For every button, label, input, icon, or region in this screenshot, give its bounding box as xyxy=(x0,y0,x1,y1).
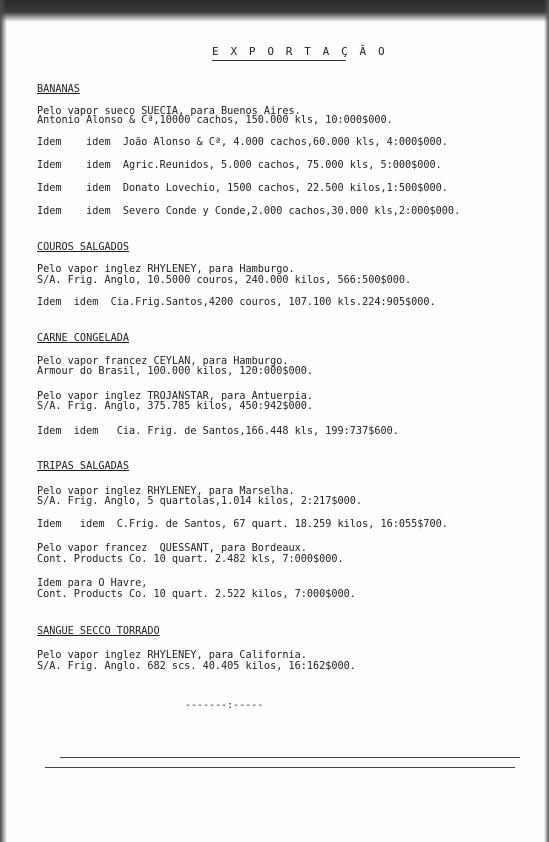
text-line: Pelo vapor inglez RHYLENEY, para Marselha. xyxy=(37,486,295,497)
text-line: Pelo vapor sueco SUECIA, para Buenos Aires. xyxy=(37,106,301,117)
scan-top-shadow xyxy=(0,0,549,22)
text-line: Pelo vapor inglez RHYLENEY, para California. xyxy=(37,650,307,661)
section-separator: -------:----- xyxy=(185,700,264,711)
section-heading-bananas: BANANAS xyxy=(37,84,80,95)
bottom-rule xyxy=(45,767,515,768)
text-line: S/A. Frig. Anglo, 5 quartolas,1.014 kilos, 2:217$000. xyxy=(37,496,363,507)
section-heading-carne: CARNE CONGELADA xyxy=(37,333,130,344)
text-line: S/A. Frig. Anglo, 10.5000 couros, 240.000 kilos, 566:500$000. xyxy=(37,275,412,286)
text-line: Pelo vapor inglez TROJANSTAR, para Antuerpia. xyxy=(37,391,314,402)
text-line: Idem idem Donato Lovechio, 1500 cachos, 22.500 kilos,1:500$000. xyxy=(37,183,448,194)
text-line: Cont. Products Co. 10 quart. 2.522 kilos, 7:000$000. xyxy=(37,589,356,600)
text-line: Pelo vapor francez CEYLAN, para Hamburgo. xyxy=(37,356,289,367)
document-title: E X P O R T A Ç Ã O xyxy=(212,45,388,58)
text-line: Pelo vapor francez QUESSANT, para Bordeaux. xyxy=(37,543,307,554)
text-line: Antonio Alonso & Cª,10000 cachos, 150.000 kls, 10:000$000. xyxy=(37,115,393,126)
text-line: Idem idem João Alonso & Cª, 4.000 cachos,60.000 kls, 4:000$000. xyxy=(37,137,448,148)
text-line: S/A. Frig. Anglo. 682 scs. 40.405 kilos, 16:162$000. xyxy=(37,661,356,672)
section-heading-tripas: TRIPAS SALGADAS xyxy=(37,461,130,472)
text-line: Cont. Products Co. 10 quart. 2.482 kls, 7:000$000. xyxy=(37,554,344,565)
scan-left-edge xyxy=(0,0,7,842)
section-heading-couros: COUROS SALGADOS xyxy=(37,242,130,253)
section-heading-sangue: SANGUE SECCO TORRADO xyxy=(37,626,160,637)
text-line: Idem idem Severo Conde y Conde,2.000 cachos,30.000 kls,2:000$000. xyxy=(37,206,461,217)
text-line: Idem idem Cia.Frig.Santos,4200 couros, 107.100 kls.224:905$000. xyxy=(37,297,436,308)
scan-right-edge xyxy=(544,0,549,842)
bottom-rule xyxy=(60,757,520,758)
text-line: Idem idem Agric.Reunidos, 5.000 cachos, 75.000 kls, 5:000$000. xyxy=(37,160,442,171)
text-line: Idem idem Cia. Frig. de Santos,166.448 kls, 199:737$600. xyxy=(37,426,399,437)
text-line: S/A. Frig. Anglo, 375.785 kilos, 450:942$000. xyxy=(37,401,314,412)
text-line: Pelo vapor inglez RHYLENEY, para Hamburgo. xyxy=(37,264,295,275)
text-line: Armour do Brasil, 100.000 kilos, 120:000$000. xyxy=(37,366,314,377)
title-underline xyxy=(212,60,346,61)
text-line: Idem idem C.Frig. de Santos, 67 quart. 18.259 kilos, 16:055$700. xyxy=(37,519,448,530)
text-line: Idem para O Havre, xyxy=(37,578,148,589)
